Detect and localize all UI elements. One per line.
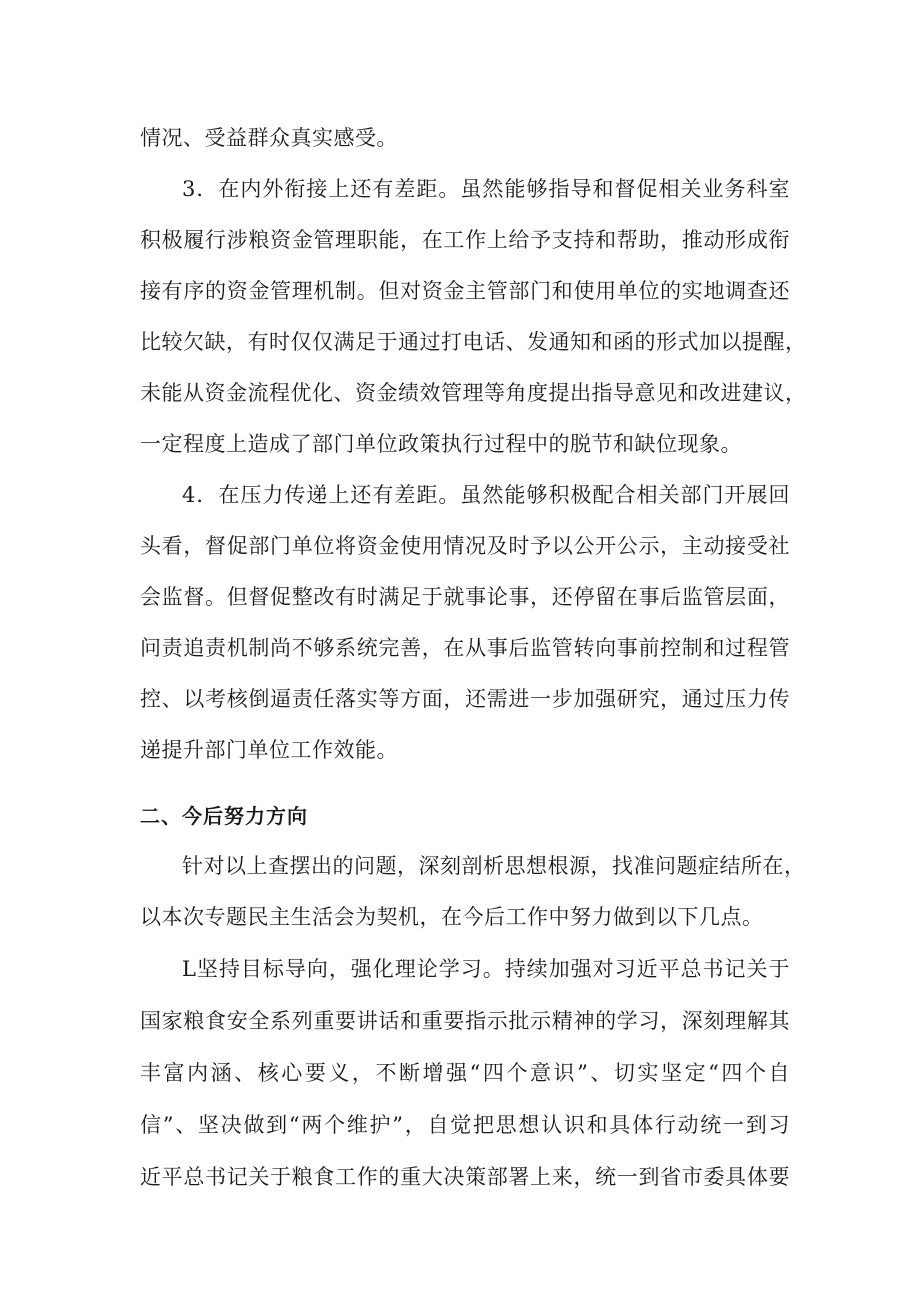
item-1-line: L坚持目标导向，强化理论学习。持续加强对习近平总书记关于 (182, 957, 790, 981)
point-4-line: 问责追责机制尚不够系统完善，在从事后监管转向事前控制和过程管 (140, 636, 790, 660)
point-3-line: 一定程度上造成了部门单位政策执行过程中的脱节和缺位现象。 (140, 432, 742, 456)
point-3-line: 未能从资金流程优化、资金绩效管理等角度提出指导意见和改进建议， (140, 381, 807, 405)
point-4-line: 4．在压力传递上还有差距。虽然能够积极配合相关部门开展回 (182, 483, 790, 507)
item-1-line: 信”、坚决做到“两个维护”，自觉把思想认识和具体行动统一到习 (140, 1113, 790, 1137)
paragraph-line: 情况、受益群众真实感受。 (140, 126, 398, 150)
item-1-line: 丰富内涵、核心要义，不断增强“四个意识”、切实坚定“四个自 (140, 1061, 790, 1085)
point-3-line: 接有序的资金管理机制。但对资金主管部门和使用单位的实地调查还 (140, 279, 790, 303)
point-3-line: 3．在内外衔接上还有差距。虽然能够指导和督促相关业务科室 (182, 177, 790, 201)
point-4-line: 控、以考核倒逼责任落实等方面，还需进一步加强研究，通过压力传 (140, 687, 790, 711)
section-heading: 二、今后努力方向 (140, 804, 308, 828)
intro-line: 以本次专题民主生活会为契机，在今后工作中努力做到以下几点。 (140, 905, 764, 929)
point-4-line: 会监督。但督促整改有时满足于就事论事，还停留在事后监管层面， (140, 585, 790, 609)
intro-line: 针对以上查摆出的问题，深刻剖析思想根源，找准问题症结所在， (182, 854, 806, 878)
point-3-line: 比较欠缺，有时仅仅满足于通过打电话、发通知和函的形式加以提醒， (140, 330, 807, 354)
item-1-line: 近平总书记关于粮食工作的重大决策部署上来，统一到省市委具体要 (140, 1165, 790, 1189)
point-4-line: 头看，督促部门单位将资金使用情况及时予以公开公示，主动接受社 (140, 534, 790, 558)
item-1-line: 国家粮食安全系列重要讲话和重要指示批示精神的学习，深刻理解其 (140, 1009, 790, 1033)
point-4-line: 递提升部门单位工作效能。 (140, 738, 398, 762)
point-3-line: 积极履行涉粮资金管理职能，在工作上给予支持和帮助，推动形成衔 (140, 228, 790, 252)
